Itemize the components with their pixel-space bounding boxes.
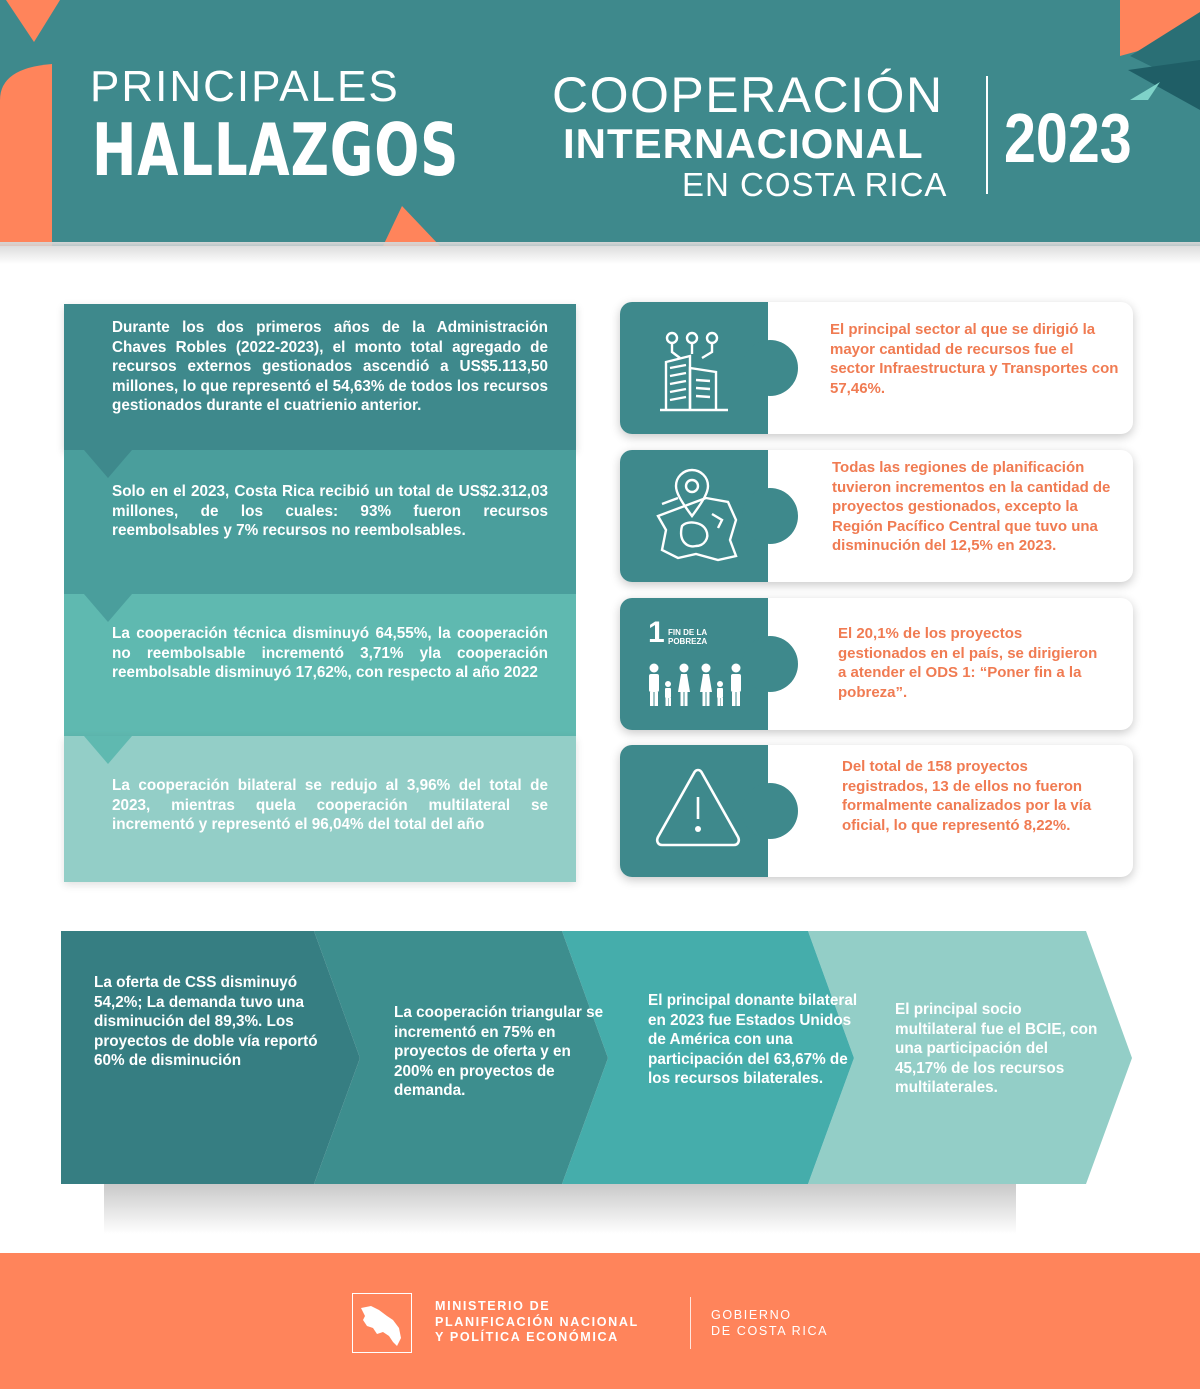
costa-rica-logo-icon [352,1293,412,1353]
finding-text-1: Durante los dos primeros años de la Administración Chaves Robles (2022-2023), el monto total agregado de recursos externos gestionados ascendió a US$5.113,50 millones, lo que representó el 54,63% de todos los recursos gestionados durante el cuatrienio anterior. [112,319,548,414]
card-text-4: Del total de 158 proyectos registrados, 13 de ellos no fueron formalmente canalizados por la vía oficial, lo que representó 8,22%. [842,758,1092,834]
ministry-name [435,1299,639,1346]
footer-divider [690,1297,691,1349]
ministry-line-3: Y POLÍTICA ECONÓMICA [435,1330,619,1345]
arrow-text-4: El principal socio multilateral fue el BCIE, con una participación del 45,17% de los recursos multilaterales. [895,1001,1098,1097]
card-text-1: El principal sector al que se dirigió la mayor cantidad de recursos fue el sector Infraestructura y Transportes con 57,46%. [830,321,1119,397]
government-name [711,1308,828,1339]
sdg1-number: 1 [648,616,665,649]
arrow-text-1: La oferta de CSS disminuyó 54,2%; La demanda tuvo una disminución del 89,3%. Los proyectos de doble vía reportó 60% de disminución [94,974,318,1070]
footer-banner [0,1253,1200,1389]
arrow-text-2: La cooperación triangular se incrementó en 75% en proyectos de oferta y en 200% en proyectos de demanda. [394,1004,604,1100]
ministry-line-1: MINISTERIO DE [435,1299,551,1313]
card-text-2: Todas las regiones de planificación tuvieron incrementos en la cantidad de proyectos gestionados, excepto la Región Pacífico Central que tuvo una disminución del 12,5% en 2023. [832,459,1111,554]
header-principales: PRINCIPALES [90,62,400,111]
header-en-costa-rica: EN COSTA RICA [682,166,948,203]
finding-text-2: Solo en el 2023, Costa Rica recibió un total de US$2.312,03 millones, de los cuales: 93% fueron recursos reembolsables y 7% recursos no reembolsables. [112,483,548,539]
ministry-line-2: PLANIFICACIÓN NACIONAL [435,1314,639,1329]
arrow-text-3: El principal donante bilateral en 2023 fue Estados Unidos de América con una participación del 63,67% de los recursos bilaterales. [648,992,858,1088]
card-text-3: El 20,1% de los proyectos gestionados en el país, se dirigieron a atender el ODS 1: “Poner fin a la pobreza”. [838,625,1098,701]
sdg1-label: FIN DE LA POBREZA [668,628,708,646]
header-cooperacion: COOPERACIÓN [552,67,944,123]
header-internacional: INTERNACIONAL [563,120,924,167]
header-year: 2023 [1004,99,1132,177]
finding-text-3: La cooperación técnica disminuyó 64,55%, la cooperación no reembolsable incrementó 3,71% yla cooperación reembolsable disminuyó 17,62%, con respecto al año 2022 [112,625,548,681]
header-hallazgos: HALLAZGOS [92,108,460,192]
gov-line-2: DE COSTA RICA [711,1323,829,1338]
finding-text-4: La cooperación bilateral se redujo al 3,96% del total de 2023, mientras quela cooperación multilateral se incrementó y representó el 96,04% del total del año [112,777,548,833]
gov-line-1: GOBIERNO [711,1308,792,1322]
